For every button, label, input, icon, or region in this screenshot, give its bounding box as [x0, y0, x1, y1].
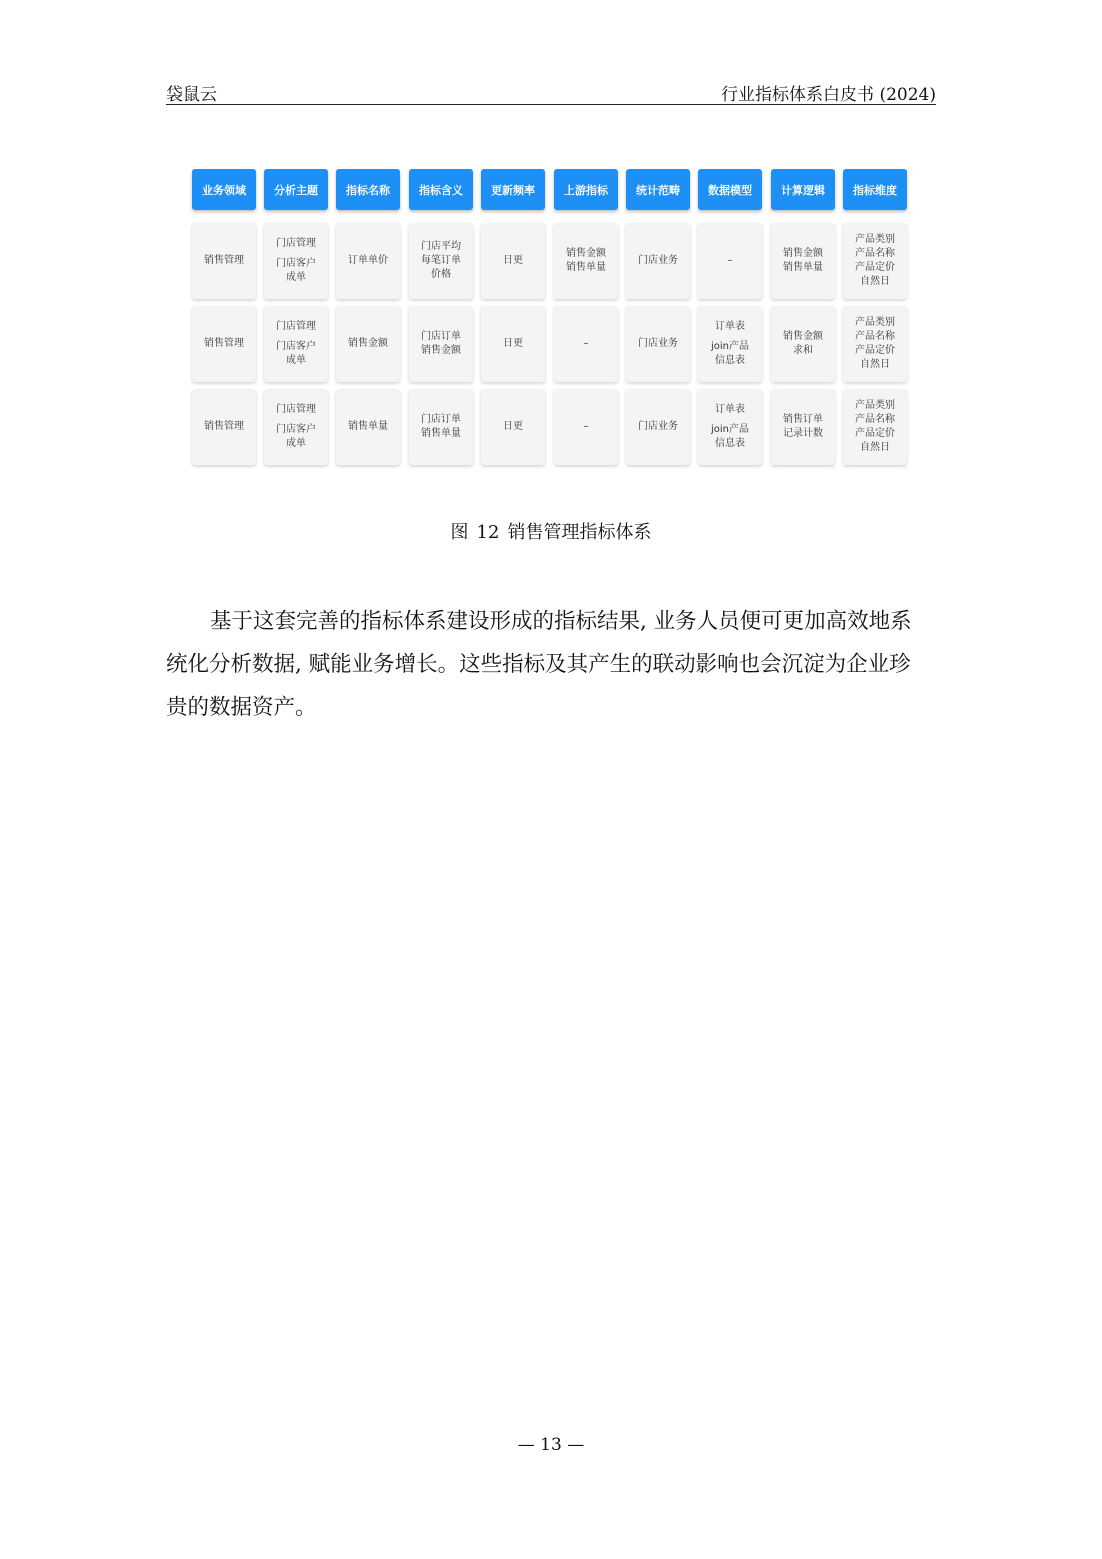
cell-text: [728, 254, 733, 268]
cell-text: [638, 337, 678, 351]
paragraph-line: 统化分析数据, 赋能业务增长。这些指标及其产生的联动影响也会沉淀为企业珍: [166, 652, 911, 677]
cell-line: 订单表: [714, 321, 745, 332]
table-cell: [771, 223, 835, 299]
cell-line: 订单单价: [348, 255, 388, 266]
paragraph-line: 贵的数据资产。: [166, 695, 317, 720]
cell-text: [855, 399, 895, 455]
header-document-title: 行业指标体系白皮书 (2024): [721, 85, 936, 105]
cell-text: [421, 240, 461, 282]
table-cell: [192, 306, 256, 382]
cell-line: 产品类别: [855, 234, 895, 245]
figure-caption: [0, 518, 1102, 544]
cell-line: 门店订单: [421, 414, 461, 425]
cell-text: [348, 254, 388, 268]
column-header: 业务领域: [192, 169, 256, 210]
table-cell: [626, 306, 690, 382]
cell-line: –: [583, 421, 589, 432]
cell-line: 门店业务: [638, 338, 678, 349]
cell-text: [503, 254, 523, 268]
cell-text: [421, 413, 461, 441]
table-cell: [336, 223, 400, 299]
cell-line: 求和: [793, 345, 813, 356]
body-paragraph: [166, 600, 936, 729]
cell-text: [783, 247, 823, 275]
page-header: [166, 78, 936, 105]
table-cell: [554, 389, 618, 465]
cell-line: 销售单量: [783, 262, 823, 273]
caption-title: 销售管理指标体系: [507, 522, 652, 543]
cell-line: 销售单量: [348, 421, 388, 432]
paragraph-line: 基于这套完善的指标体系建设形成的指标结果, 业务人员便可更加高效地系: [210, 609, 912, 634]
cell-line: 门店管理: [276, 404, 316, 415]
cell-line: 销售金额: [348, 338, 388, 349]
cell-line: 订单表: [714, 404, 745, 415]
table-row: [186, 306, 914, 382]
table-cell: [554, 223, 618, 299]
cell-line: 自然日: [860, 276, 890, 287]
figure-header-row: [186, 169, 914, 211]
cell-line: 成单: [286, 438, 306, 449]
cell-text: [503, 420, 523, 434]
cell-line: 门店订单: [421, 331, 461, 342]
cell-text: [783, 330, 823, 358]
column-header: 上游指标: [554, 169, 618, 210]
column-header: 计算逻辑: [771, 169, 835, 210]
column-header: 分析主题: [264, 169, 328, 210]
cell-line: 销售管理: [204, 255, 244, 266]
cell-line: 门店管理: [276, 238, 316, 249]
column-header: 数据模型: [698, 169, 762, 210]
cell-line: 销售单量: [421, 428, 461, 439]
table-row: [186, 223, 914, 299]
cell-text: [711, 320, 749, 368]
caption-prefix: 图: [450, 522, 469, 543]
cell-text: [348, 420, 388, 434]
cell-text: [584, 337, 589, 351]
cell-line: 销售管理: [204, 338, 244, 349]
cell-text: [855, 316, 895, 372]
page-number: — 13 —: [517, 1435, 585, 1455]
cell-text: [276, 320, 316, 368]
cell-line: 信息表: [714, 438, 745, 449]
cell-text: [638, 254, 678, 268]
cell-line: 产品名称: [855, 331, 895, 342]
cell-line: 销售金额: [421, 345, 461, 356]
cell-line: 门店业务: [638, 421, 678, 432]
cell-line: join产品: [710, 424, 749, 435]
cell-text: [276, 403, 316, 451]
cell-line: –: [583, 338, 589, 349]
table-cell: [554, 306, 618, 382]
cell-line: 销售金额: [783, 248, 823, 259]
cell-text: [348, 337, 388, 351]
cell-text: [711, 403, 749, 451]
cell-line: 门店平均: [421, 241, 461, 252]
cell-text: [584, 420, 589, 434]
cell-line: 产品名称: [855, 414, 895, 425]
cell-text: [276, 237, 316, 285]
cell-text: [503, 337, 523, 351]
table-cell: [192, 223, 256, 299]
table-cell: [698, 223, 762, 299]
header-company: 袋鼠云: [166, 85, 217, 105]
column-header: 更新频率: [481, 169, 545, 210]
cell-line: 自然日: [860, 442, 890, 453]
column-header: 指标名称: [336, 169, 400, 210]
cell-line: 每笔订单: [421, 255, 461, 266]
cell-line: 门店管理: [276, 321, 316, 332]
table-cell: [264, 389, 328, 465]
table-cell: [481, 389, 545, 465]
table-cell: [843, 223, 907, 299]
cell-text: [783, 413, 823, 441]
cell-line: 产品定价: [855, 345, 895, 356]
table-cell: [698, 306, 762, 382]
cell-text: [421, 330, 461, 358]
table-cell: [409, 306, 473, 382]
table-cell: [626, 389, 690, 465]
cell-line: 产品名称: [855, 248, 895, 259]
cell-line: 销售金额: [783, 331, 823, 342]
table-cell: [481, 306, 545, 382]
cell-line: 销售管理: [204, 421, 244, 432]
table-cell: [771, 389, 835, 465]
cell-line: 产品定价: [855, 262, 895, 273]
cell-line: –: [727, 255, 733, 266]
cell-line: 成单: [286, 272, 306, 283]
table-cell: [409, 389, 473, 465]
cell-line: 日更: [503, 338, 523, 349]
cell-line: 门店客户: [276, 258, 316, 269]
cell-text: [638, 420, 678, 434]
cell-line: 日更: [503, 255, 523, 266]
cell-line: 销售订单: [783, 414, 823, 425]
cell-line: 成单: [286, 355, 306, 366]
cell-text: [204, 254, 244, 268]
cell-line: 产品类别: [855, 317, 895, 328]
cell-line: 信息表: [714, 355, 745, 366]
cell-line: 产品类别: [855, 400, 895, 411]
cell-line: 门店业务: [638, 255, 678, 266]
cell-line: 记录计数: [783, 428, 823, 439]
cell-line: 自然日: [860, 359, 890, 370]
column-header: 指标维度: [843, 169, 907, 210]
table-cell: [192, 389, 256, 465]
table-cell: [336, 389, 400, 465]
table-cell: [481, 223, 545, 299]
cell-line: 日更: [503, 421, 523, 432]
cell-line: 门店客户: [276, 424, 316, 435]
cell-line: 产品定价: [855, 428, 895, 439]
cell-line: 销售单量: [566, 262, 606, 273]
cell-line: join产品: [710, 341, 749, 352]
column-header: 统计范畴: [626, 169, 690, 210]
table-cell: [843, 306, 907, 382]
table-cell: [771, 306, 835, 382]
cell-text: [204, 337, 244, 351]
table-cell: [264, 223, 328, 299]
cell-text: [204, 420, 244, 434]
table-row: [186, 389, 914, 465]
table-cell: [264, 306, 328, 382]
cell-line: 销售金额: [566, 248, 606, 259]
caption-number: 12: [476, 522, 500, 543]
table-cell: [336, 306, 400, 382]
column-header: 指标含义: [409, 169, 473, 210]
cell-line: 价格: [431, 269, 451, 280]
table-cell: [843, 389, 907, 465]
cell-text: [566, 247, 606, 275]
table-cell: [626, 223, 690, 299]
table-cell: [698, 389, 762, 465]
cell-text: [855, 233, 895, 289]
table-cell: [409, 223, 473, 299]
cell-line: 门店客户: [276, 341, 316, 352]
metric-system-figure: [186, 163, 914, 473]
